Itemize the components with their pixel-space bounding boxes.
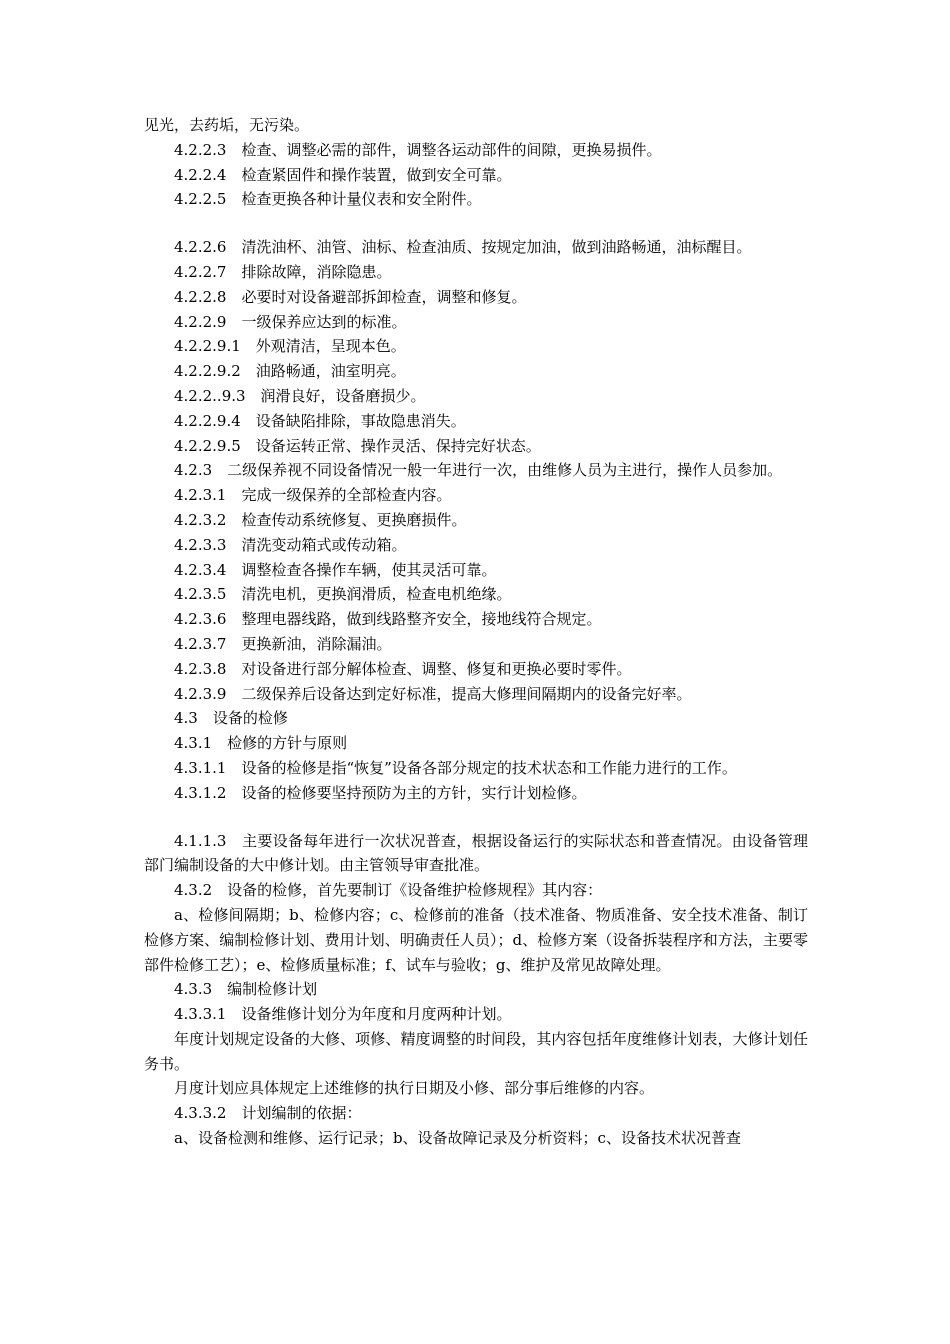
paragraph: 见光，去药垢，无污染。 — [144, 116, 310, 134]
paragraph: 4.2.2.5 检查更换各种计量仪表和安全附件。 — [174, 190, 482, 209]
paragraph: 4.3.3.1 设备维修计划分为年度和月度两种计划。 — [174, 1005, 512, 1024]
paragraph: 4.2.2.3 检查、调整必需的部件，调整各运动部件的间隙，更换易损件。 — [174, 140, 662, 159]
paragraph: 4.3.3.2 计划编制的依据： — [174, 1104, 362, 1123]
paragraph: a、检修间隔期；b、检修内容；c、检修前的准备（技术准备、物质准备、安全技术准备、制订检修方案、编制检修计划、费用计划、明确责任人员）；d、检修方案（设备拆装程序和方法，主要零部件检修工艺）；e、检修质量标准；f、试车与验收；g、维护及常见故障处理。 — [144, 905, 808, 974]
paragraph: 4.3.1.2 设备的检修要坚持预防为主的方针，实行计划检修。 — [174, 783, 587, 802]
paragraph: 4.2.2.9.5 设备运转正常、操作灵活、保持完好状态。 — [174, 436, 541, 455]
document-body — [144, 113, 808, 1151]
paragraph: 4.2.2.9.1 外观清洁，呈现本色。 — [174, 337, 406, 356]
paragraph: 4.2.2.6 清洗油杯、油管、油标、检查油质、按规定加油，做到油路畅通，油标醒目。 — [174, 238, 752, 257]
paragraph: 4.2.3.1 完成一级保养的全部检查内容。 — [174, 486, 452, 505]
paragraph-gap — [144, 806, 808, 829]
paragraph: 4.2.2.9.4 设备缺陷排除，事故隐患消失。 — [174, 411, 466, 430]
subsection-heading: 4.3.1 检修的方针与原则 — [174, 734, 348, 753]
paragraph: 4.1.1.3 主要设备每年进行一次状况普查，根据设备运行的实际状态和普查情况。由设备管理部门编制设备的大中修计划。由主管领导审查批准。 — [144, 831, 808, 875]
paragraph: 4.2.2.9 一级保养应达到的标准。 — [174, 312, 407, 331]
paragraph: 月度计划应具体规定上述维修的执行日期及小修、部分事后维修的内容。 — [174, 1079, 655, 1098]
paragraph: 4.2.2..9.3 润滑良好，设备磨损少。 — [174, 386, 426, 405]
paragraph: 4.3.1.1 设备的检修是指“恢复”设备各部分规定的技术状态和工作能力进行的工作。 — [174, 758, 737, 777]
paragraph: 4.2.3.6 整理电器线路，做到线路整齐安全，接地线符合规定。 — [174, 610, 602, 629]
paragraph: 4.2.3.9 二级保养后设备达到定好标准，提高大修理间隔期内的设备完好率。 — [174, 684, 692, 703]
paragraph: 4.2.3.7 更换新油，消除漏油。 — [174, 634, 392, 653]
paragraph: 4.2.2.7 排除故障，消除隐患。 — [174, 262, 392, 281]
paragraph: 4.2.2.4 检查紧固件和操作装置，做到安全可靠。 — [174, 165, 512, 184]
paragraph: 4.2.2.8 必要时对设备避部拆卸检查，调整和修复。 — [174, 287, 527, 306]
paragraph: 4.3.2 设备的检修，首先要制订《设备维护检修规程》其内容： — [174, 881, 603, 900]
paragraph-gap — [144, 212, 808, 235]
paragraph: 4.2.3.8 对设备进行部分解体检查、调整、修复和更换必要时零件。 — [174, 659, 632, 678]
paragraph: a、设备检测和维修、运行记录；b、设备故障记录及分析资料；c、设备技术状况普查 — [174, 1129, 741, 1148]
section-heading: 4.3 设备的检修 — [174, 709, 288, 728]
paragraph: 4.2.3.3 清洗变动箱式或传动箱。 — [174, 535, 407, 554]
paragraph: 4.2.3.2 检查传动系统修复、更换磨损件。 — [174, 510, 467, 529]
paragraph: 4.2.3 二级保养视不同设备情况一般一年进行一次，由维修人员为主进行，操作人员参加。 — [174, 461, 783, 480]
paragraph: 4.2.2.9.2 油路畅通，油室明亮。 — [174, 362, 406, 381]
subsection-heading: 4.3.3 编制检修计划 — [174, 980, 318, 999]
paragraph: 4.2.3.4 调整检查各操作车辆，使其灵活可靠。 — [174, 560, 497, 579]
paragraph: 4.2.3.5 清洗电机，更换润滑质，检查电机绝缘。 — [174, 585, 512, 604]
paragraph: 年度计划规定设备的大修、项修、精度调整的时间段，其内容包括年度维修计划表，大修计划任务书。 — [144, 1029, 808, 1073]
